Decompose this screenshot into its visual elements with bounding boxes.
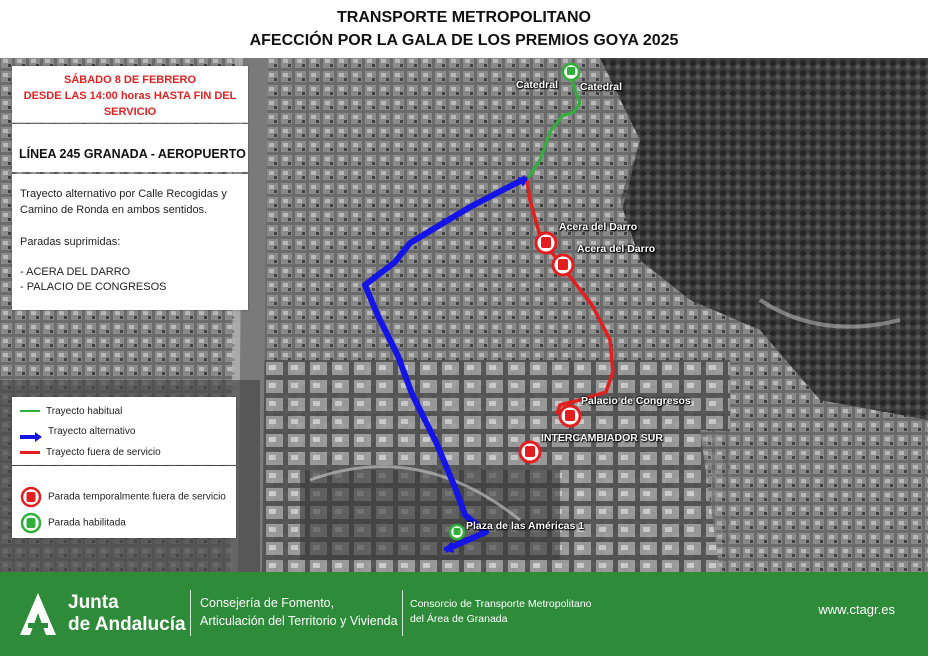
line-name: LÍNEA 245 GRANADA - AEROPUERTO [19,147,246,161]
info-box [12,174,248,310]
footer-divider-1 [190,590,191,636]
legend-label-parada-habilitada: Parada habilitada [48,517,126,529]
date-notice [12,66,248,123]
title-line1: TRANSPORTE METROPOLITANO [337,9,591,26]
legend-item-parada-habilitada [20,512,126,534]
green-bus-stop-icon [20,512,42,534]
legend-label-habitual: Trayecto habitual [46,406,123,417]
stop-item-2: - PALACIO DE CONGRESOS [20,281,167,293]
header [0,0,928,58]
map-label-acera-a: Acera del Darro [559,221,638,233]
ctm-line2: del Área de Granada [410,613,508,625]
legend-routes [12,397,236,465]
legend-item-habitual [20,406,122,417]
logo-text [68,592,186,636]
legend-label-alternativo: Trayecto alternativo [48,426,136,437]
bus-stop-intercambiador-red [520,442,540,462]
cons-line2: Articulación del Territorio y Vivienda [200,614,398,628]
map-label-plaza: Plaza de las Américas 1 [466,520,585,532]
date-line3: SERVICIO [103,106,157,118]
red-bus-stop-icon [20,486,42,508]
map-label-intercambiador: INTERCAMBIADOR SUR [541,432,663,444]
bus-stop-acera-b-red [553,255,573,275]
cons-line1: Consejería de Fomento, [200,596,335,610]
stops-heading: Paradas suprimidas: [20,236,121,248]
title-line2: AFECCIÓN POR LA GALA DE LOS PREMIOS GOYA 2025 [249,32,679,49]
logo-line1: Junta [68,592,119,613]
website-link[interactable]: www.ctagr.es [818,602,895,617]
footer-divider-2 [402,590,403,636]
legend-stops [12,466,236,538]
red-line-swatch [20,451,40,454]
ctm-line1: Consorcio de Transporte Metropolitano [410,598,592,610]
route-text-line2: Camino de Ronda en ambos sentidos. [20,204,208,216]
map-label-catedral-a: Catedral [516,79,559,91]
junta-logo-icon [16,591,60,642]
stop-item-1: - ACERA DEL DARRO [20,266,131,278]
logo-line2: de Andalucía [68,614,186,635]
legend-label-fuera: Trayecto fuera de servicio [46,447,161,458]
map-label-catedral-b: Catedral [580,81,623,93]
legend-item-fuera [20,447,161,458]
route-text-line1: Trayecto alternativo por Calle Recogidas y [20,188,227,200]
bus-stop-palacio-red [560,406,580,426]
bus-stop-plaza-green [450,525,464,539]
footer [0,572,928,656]
legend-label-parada-fuera: Parada temporalmente fuera de servicio [48,491,226,503]
green-line-swatch [20,410,40,412]
ctm-text [410,597,592,627]
line-title-box [12,124,248,172]
date-line2: DESDE LAS 14:00 horas HASTA FIN DEL [23,90,237,102]
legend-item-alternativo [20,426,135,437]
consejeria-text [200,594,398,630]
map-label-acera-b: Acera del Darro [577,243,656,255]
legend-item-parada-fuera [20,486,226,508]
map-label-palacio: Palacio de Congresos [581,395,691,407]
bus-stop-catedral-green [563,64,579,80]
bus-stop-acera-a-red [536,233,556,253]
date-line1: SÁBADO 8 DE FEBRERO [63,74,197,86]
